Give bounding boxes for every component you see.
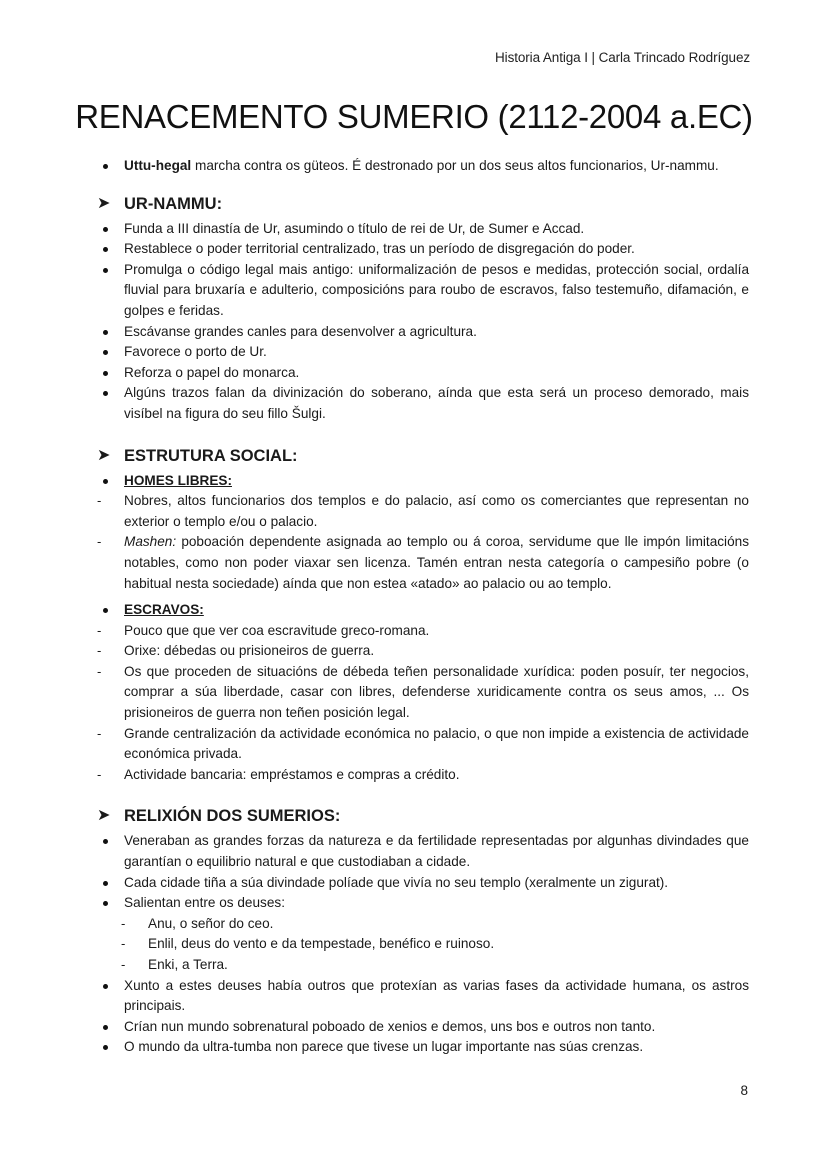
- arrowhead-icon: ➤: [97, 446, 111, 464]
- list-item: - Grande centralización da actividade económica no palacio, o que non impide a existencia de actividade económica privada.: [97, 725, 749, 762]
- running-header: Historia Antiga I | Carla Trincado Rodríguez: [495, 50, 750, 65]
- list-item: Promulga o código legal mais antigo: uniformalización de pesos e medidas, protección social, ordalía fluvial para bruxaría e adulterio, composicións para roubo de escravos, falso testemuño, difamación, e golpes e feridas.: [124, 261, 749, 318]
- arrowhead-icon: ➤: [97, 807, 111, 825]
- list-item: Restablece o poder territorial centralizado, tras un período de disgregación do poder.: [124, 241, 635, 257]
- list-item: - Actividade bancaria: empréstamos e compras a crédito.: [97, 766, 460, 782]
- god-item: - Enki, a Terra.: [121, 957, 228, 972]
- list-item: Algúns trazos falan da divinización do soberano, aínda que esta será un proceso demorado, mais visíbel na figura do seu fillo Šulgi.: [124, 385, 749, 421]
- list-item: Funda a III dinastía de Ur, asumindo o título de rei de Ur, de Sumer e Accad.: [124, 220, 585, 236]
- list-item: Xunto a estes deuses había outros que protexían as varias fases da actividade humana, os astros principais.: [124, 977, 749, 1014]
- page-number: 8: [740, 1083, 748, 1098]
- list-item: - Os que proceden de situacións de débeda teñen personalidade xurídica: poden posuír, ter negocios, comprar a súa liberdade, casar con libres, defenderse xuridicamente contra os seus amos, ... Os prisioneiros de guerra non teñen posición legal.: [97, 663, 749, 721]
- list-item: Escávanse grandes canles para desenvolver a agricultura.: [124, 323, 477, 339]
- list-item: - Nobres, altos funcionarios dos templos e do palacio, así como os comerciantes que representan no exterior o templo e/ou o palacio.: [97, 493, 749, 529]
- arrowhead-icon: ➤: [97, 194, 111, 212]
- list-item: Salientan entre os deuses:: [124, 895, 285, 911]
- list-item: Cada cidade tiña a súa divindade políade que vivía no seu templo (xeralmente un zigurat).: [124, 874, 669, 890]
- god-item: - Anu, o señor do ceo.: [121, 915, 274, 931]
- god-item: - Enlil, deus do vento e da tempestade, benéfico e ruinoso.: [121, 936, 495, 952]
- subheading-homes-libres: HOMES LIBRES:: [124, 472, 232, 488]
- section-heading-ur-nammu: ➤ UR-NAMMU:: [97, 194, 223, 213]
- list-item: Veneraban as grandes forzas da natureza e da fertilidade representadas por algunhas divindades que garantían o equilibrio natural e que custodiaban a cidade.: [124, 833, 749, 870]
- list-item: Reforza o papel do monarca.: [124, 364, 300, 380]
- list-item: - Mashen: poboación dependente asignada ao templo ou á coroa, servidume que lle impón limitacións notables, como non poder viaxar sen licenza. Tamén entran nesta categoría o campesiño pobre (o habitual nesta sociedade) aínda que non estea «atado» ao palacio ou ao templo.: [97, 534, 749, 591]
- list-item: - Orixe: débedas ou prisioneiros de guerra.: [97, 643, 375, 659]
- document-body: [96, 156, 749, 1058]
- subheading-escravos: ESCRAVOS:: [124, 602, 204, 618]
- list-item: - Pouco que que ver coa escravitude greco-romana.: [97, 622, 430, 638]
- section-heading-estrutura-social: ➤ ESTRUTURA SOCIAL:: [97, 446, 298, 465]
- list-item: Uttu-hegal marcha contra os güteos. É destronado por un dos seus altos funcionarios, Ur-nammu.: [124, 158, 719, 173]
- list-item: Favorece o porto de Ur.: [124, 344, 267, 360]
- page-title: RENACEMENTO SUMERIO (2112-2004 a.EC): [75, 98, 753, 135]
- list-item: O mundo da ultra-tumba non parece que tivese un lugar importante nas súas crenzas.: [124, 1039, 644, 1055]
- list-item: Crían nun mundo sobrenatural poboado de xenios e demos, uns bos e outros non tanto.: [124, 1018, 656, 1034]
- section-heading-relixion: ➤ RELIXIÓN DOS SUMERIOS:: [97, 807, 341, 826]
